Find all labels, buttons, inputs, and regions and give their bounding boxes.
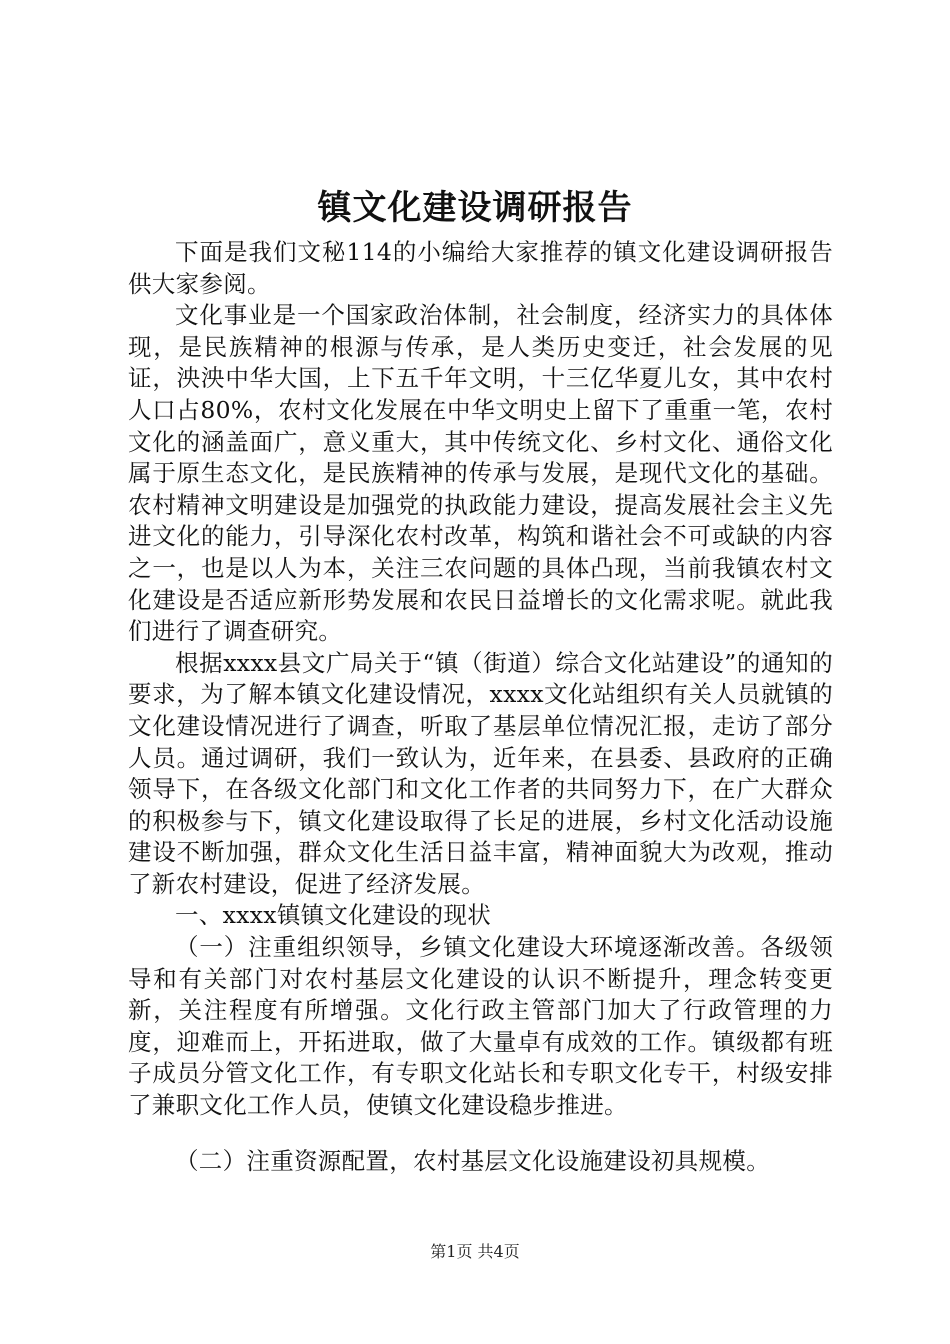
page-footer: 第1页 共4页 bbox=[430, 1242, 520, 1261]
document-title: 镇文化建设调研报告 bbox=[317, 188, 633, 228]
subsection-one-paragraph: （一）注重组织领导，乡镇文化建设大环境逐渐改善。各级领导和有关部门对农村基层文化建设的认识不断提升，理念转变更新，关注程度有所增强。文化行政主管部门加大了行政管理的力度，迎难而上，开拓进取，做了大量卓有成效的工作。镇级都有班子成员分管文化工作，有专职文化站长和专职文化专干，村级安排了兼职文化工作人员，使镇文化建设稳步推进。 bbox=[128, 933, 833, 1120]
subsection-two-paragraph: （二）注重资源配置，农村基层文化设施建设初具规模。 bbox=[175, 1146, 770, 1175]
document-body bbox=[128, 237, 833, 1177]
intro-paragraph: 下面是我们文秘114的小编给大家推荐的镇文化建设调研报告供大家参阅。 bbox=[128, 238, 833, 298]
culture-overview-paragraph: 文化事业是一个国家政治体制，社会制度，经济实力的具体体现，是民族精神的根源与传承，是人类历史变迁，社会发展的见证，泱泱中华大国，上下五千年文明，十三亿华夏儿女，其中农村人口占80%，农村文化发展在中华文明史上留下了重重一笔，农村文化的涵盖面广，意义重大，其中传统文化、乡村文化、通俗文化属于原生态文化，是民族精神的传承与发展，是现代文化的基础。农村精神文明建设是加强党的执政能力建设，提高发展社会主义先进文化的能力，引导深化农村改革，构筑和谐社会不可或缺的内容之一，也是以人为本，关注三农问题的具体凸现，当前我镇农村文化建设是否适应新形势发展和农民日益增长的文化需求呢。就此我们进行了调查研究。 bbox=[128, 301, 833, 646]
paragraph-gap bbox=[128, 1122, 833, 1146]
section-heading-current-status: 一、xxxx镇镇文化建设的现状 bbox=[175, 901, 492, 930]
investigation-paragraph: 根据xxxx县文广局关于“镇（街道）综合文化站建设”的通知的要求，为了解本镇文化建设情况，xxxx文化站组织有关人员就镇的文化建设情况进行了调查，听取了基层单位情况汇报，走访了部分人员。通过调研，我们一致认为，近年来，在县委、县政府的正确领导下，在各级文化部门和文化工作者的共同努力下，在广大群众的积极参与下，镇文化建设取得了长足的进展，乡村文化活动设施建设不断加强，群众文化生活日益丰富，精神面貌大为改观，推动了新农村建设，促进了经济发展。 bbox=[128, 648, 833, 898]
